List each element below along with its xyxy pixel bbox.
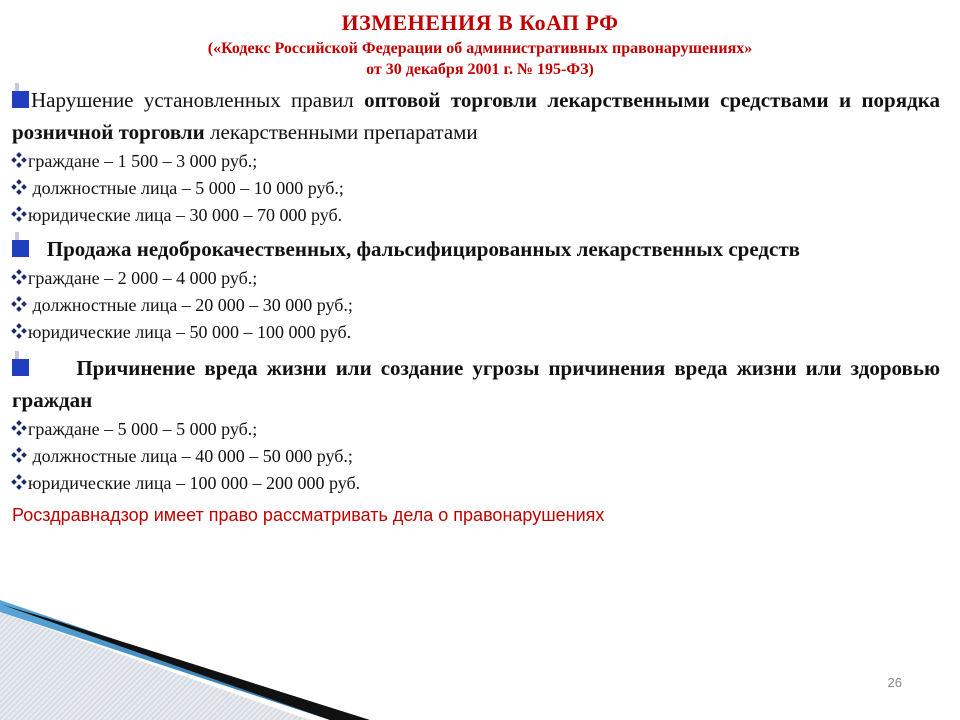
section-1-heading-part: лекарственными препаратами	[204, 120, 478, 144]
hatched-area	[0, 612, 310, 720]
section-2-heading-bold: Продажа недоброкачественных, фальсифицированных лекарственных средств	[31, 237, 801, 261]
slide-title: ИЗМЕНЕНИЯ В КоАП РФ	[341, 10, 619, 35]
fine-text: должностные лица – 20 000 – 30 000 руб.;	[28, 295, 353, 315]
fine-text: должностные лица – 5 000 – 10 000 руб.;	[28, 178, 344, 198]
fine-text: должностные лица – 40 000 – 50 000 руб.;	[28, 446, 353, 466]
fine-text: граждане – 5 000 – 5 000 руб.;	[28, 419, 258, 439]
slide-subtitle-line2: от 30 декабря 2001 г. № 195-ФЗ)	[366, 61, 594, 78]
fine-text: юридические лица – 50 000 – 100 000 руб.	[28, 322, 352, 342]
section-1-heading-part: Нарушение установленных правил	[31, 88, 365, 112]
slide-subtitle-line1: («Кодекс Российской Федерации об административных правонарушениях»	[207, 40, 753, 57]
notice-text: Росздравнадзор имеет право рассматривать дела о правонарушениях	[12, 505, 605, 525]
section-1-heading-bold: оптовой торговли лекарственными средствами и порядка розничной торговли	[12, 88, 941, 144]
section-3-heading-bold: Причинение вреда жизни или создание угрозы причинения вреда жизни или здоровью граждан	[12, 356, 946, 412]
fine-text: граждане – 2 000 – 4 000 руб.;	[28, 268, 258, 288]
fine-text: юридические лица – 30 000 – 70 000 руб.	[28, 205, 343, 225]
fine-text: граждане – 1 500 – 3 000 руб.;	[28, 151, 258, 171]
page-number: 26	[887, 675, 902, 690]
fine-text: юридические лица – 100 000 – 200 000 руб.	[28, 473, 361, 493]
